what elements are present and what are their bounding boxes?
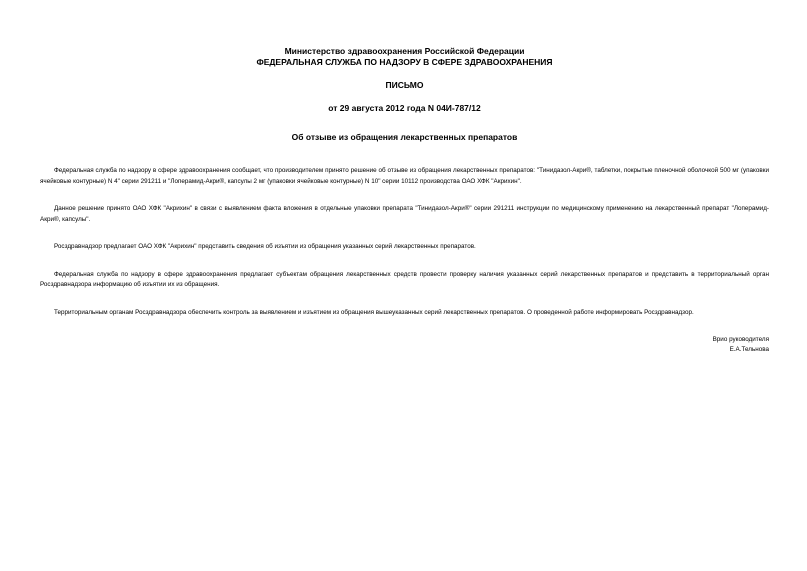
signatory-name: Е.А.Тельнова	[729, 346, 769, 353]
paragraph-3: Росздравнадзор предлагает ОАО ХФК "Акрихин" представить сведения об изъятии из обращения указанных серий лекарственных препаратов.	[54, 243, 476, 250]
paragraph-2: Данное решение принято ОАО ХФК "Акрихин" в связи с выявлением факта вложения в отдельные упаковки препарата "Тинидазол-Акри®" серии 291211 инструкции по медицинскому применению на лекарственный препарат "Лоперамид-Акри®, капсулы".	[40, 205, 769, 223]
signature-block	[40, 335, 769, 355]
document-subject: Об отзыве из обращения лекарственных препаратов	[291, 132, 518, 142]
paragraph-1: Федеральная служба по надзору в сфере здравоохранения сообщает, что производителем принято решение об отзыве из обращения лекарственных препаратов: "Тинидазол-Акри®, таблетки, покрытые пленочной оболочкой 500 мг (упаковки ячейковые контурные) N 4" серии 291211 и "Лоперамид-Акри®, капсулы 2 мг (упаковки ячейковые контурные) N 10" серии 10112 производства ОАО ХФК "Акрихин".	[40, 167, 769, 185]
signatory-position: Врио руководителя	[712, 336, 769, 343]
service-name: ФЕДЕРАЛЬНАЯ СЛУЖБА ПО НАДЗОРУ В СФЕРЕ ЗДРАВООХРАНЕНИЯ	[256, 57, 553, 67]
paragraph-5: Территориальным органам Росздравнадзора обеспечить контроль за выявлением и изъятием из обращения вышеуказанных серий лекарственных препаратов. О проведенной работе информировать Росздравнадзор.	[54, 308, 694, 316]
document-type: ПИСЬМО	[385, 80, 424, 90]
document-header	[40, 46, 769, 143]
paragraph-4: Федеральная служба по надзору в сфере здравоохранения предлагает субъектам обращения лекарственных средств провести проверку наличия указанных серий лекарственных препаратов и представить в территориальный орган Росздравнадзора информацию об изъятии их из обращения.	[40, 270, 769, 288]
document-date-number: от 29 августа 2012 года N 04И-787/12	[328, 103, 481, 113]
document-body	[40, 166, 769, 318]
ministry-name: Министерство здравоохранения Российской Федерации	[284, 46, 525, 56]
document-page	[40, 0, 769, 571]
